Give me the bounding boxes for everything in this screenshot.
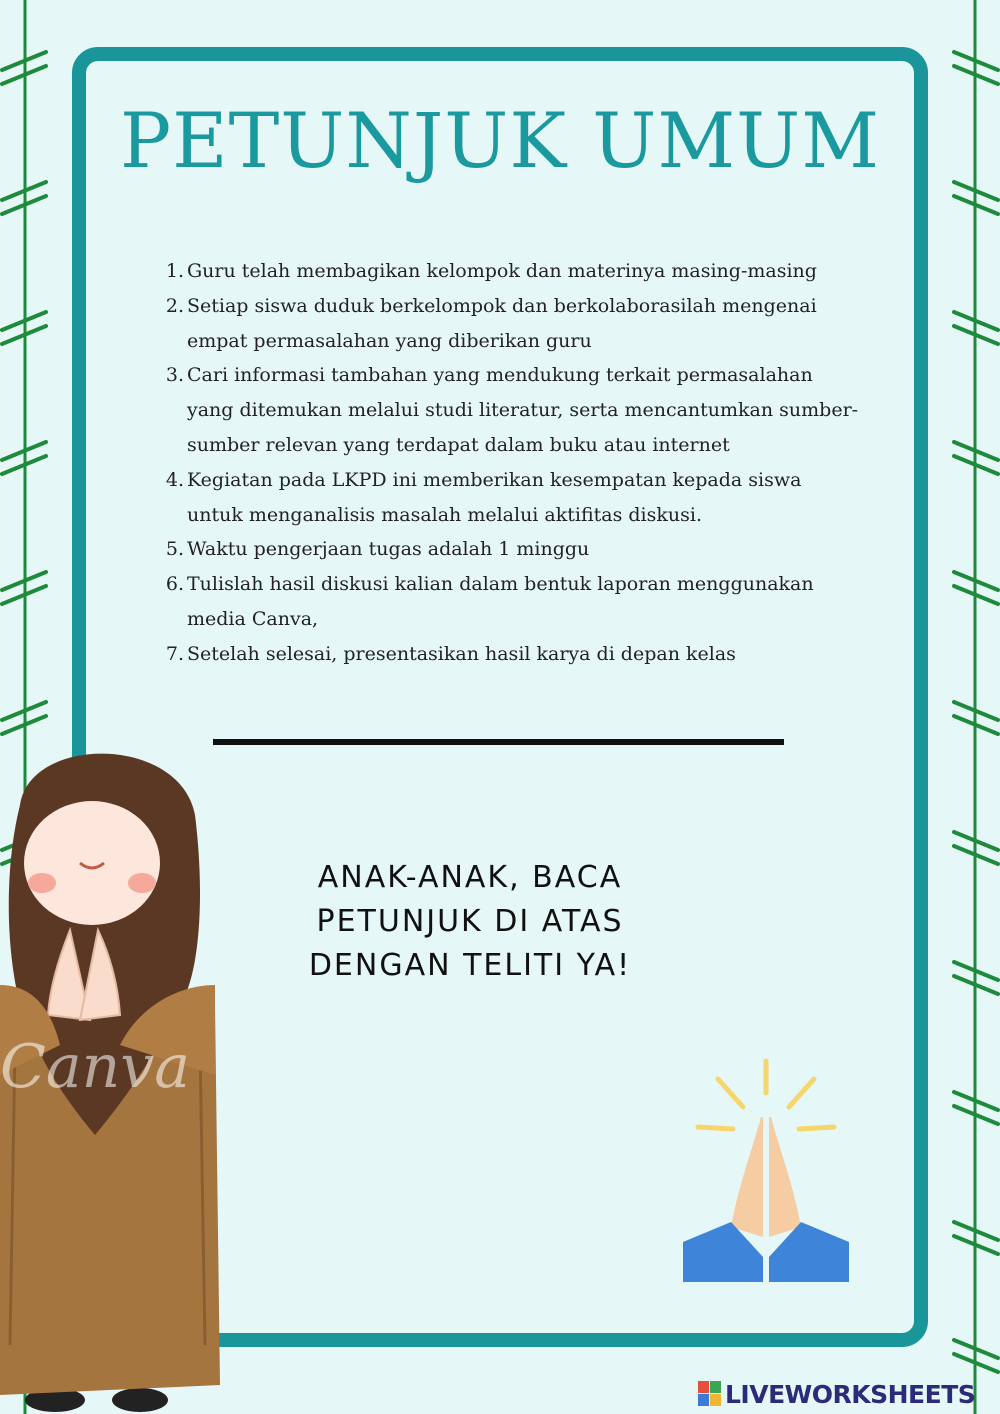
instruction-text: Waktu pengerjaan tugas adalah 1 minggu bbox=[187, 538, 590, 561]
divider-line bbox=[213, 739, 784, 745]
message-line: ANAK-ANAK, BACA bbox=[317, 860, 623, 895]
instruction-text: Setelah selesai, presentasikan hasil karya di depan kelas bbox=[187, 642, 736, 665]
instruction-item: 4. Kegiatan pada LKPD ini memberikan kesempatan kepada siswa untuk menganalisis masalah melalui aktifitas diskusi. bbox=[165, 468, 802, 526]
instruction-item: 5. Waktu pengerjaan tugas adalah 1 minggu bbox=[165, 538, 590, 561]
instruction-item: 7. Setelah selesai, presentasikan hasil karya di depan kelas bbox=[165, 642, 736, 665]
praying-hands-icon bbox=[683, 1057, 853, 1285]
instruction-text: Setiap siswa duduk berkelompok dan berkolaborasilah mengenai empat permasalahan yang diberikan guru bbox=[187, 294, 817, 352]
right-vine-decoration bbox=[950, 0, 1000, 1414]
instruction-list bbox=[160, 254, 860, 672]
logo-badge-icon bbox=[698, 1381, 722, 1407]
canva-watermark: Canva bbox=[0, 1032, 190, 1102]
instruction-item: 2. Setiap siswa duduk berkelompok dan berkolaborasilah mengenai empat permasalahan yang diberikan guru bbox=[165, 294, 817, 352]
instruction-text: Cari informasi tambahan yang mendukung terkait permasalahan yang ditemukan melalui studi literatur, serta mencantumkan sumber-sumber relevan yang terdapat dalam buku atau internet bbox=[187, 364, 859, 456]
instruction-item: 1. Guru telah membagikan kelompok dan materinya masing-masing bbox=[165, 260, 817, 282]
instruction-text: Guru telah membagikan kelompok dan materinya masing-masing bbox=[187, 260, 817, 282]
instruction-item: 3. Cari informasi tambahan yang mendukung terkait permasalahan yang ditemukan melalui studi literatur, serta mencantumkan sumber-sumber relevan yang terdapat dalam buku atau internet bbox=[165, 364, 859, 456]
message-line: PETUNJUK DI ATAS bbox=[316, 904, 624, 939]
instruction-text: Kegiatan pada LKPD ini memberikan kesempatan kepada siswa untuk menganalisis masalah melalui aktifitas diskusi. bbox=[187, 468, 802, 526]
liveworksheets-logo bbox=[698, 1379, 998, 1409]
instruction-text: Tulislah hasil diskusi kalian dalam bentuk laporan menggunakan media Canva, bbox=[187, 573, 814, 630]
reminder-message bbox=[270, 856, 670, 988]
logo-text: LIVEWORKSHEETS bbox=[725, 1379, 976, 1409]
instruction-item: 6. Tulislah hasil diskusi kalian dalam bentuk laporan menggunakan media Canva, bbox=[165, 573, 814, 630]
message-line: DENGAN TELITI YA! bbox=[308, 948, 632, 983]
page-title: PETUNJUK UMUM bbox=[119, 96, 881, 185]
